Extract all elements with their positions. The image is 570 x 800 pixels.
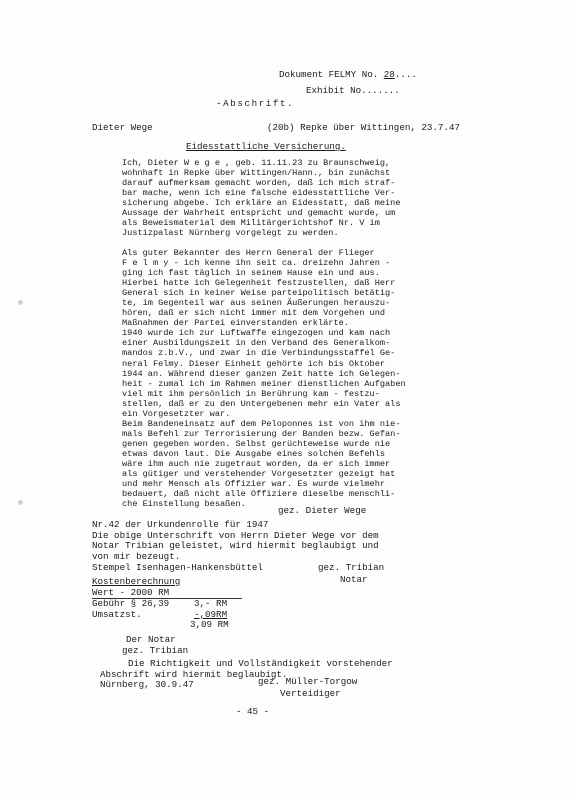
text-line: Maßnahmen der Partei einverstanden erklärte. <box>122 318 349 329</box>
text-line: bar mache, wenn ich eine falsche eidesstattliche Ver- <box>122 188 396 199</box>
punch-hole <box>18 500 23 505</box>
cost-umsatz-label: Umsatzst. <box>92 609 142 620</box>
cost-total: 3,09 RM <box>190 619 229 630</box>
der-notar: Der Notar <box>126 634 176 645</box>
text-line: als gütiger und verstehender Vorgesetzter gezeigt hat <box>122 469 396 480</box>
text-line: ein Vorgesetzter war. <box>122 408 231 419</box>
text-line: hören, daß er sich nicht immer mit dem Vorgehen und <box>122 308 386 319</box>
signature-dieter-wege: gez. Dieter Wege <box>278 505 367 516</box>
notar-title: Notar <box>340 574 368 585</box>
text-line: F e l m y - ich kenne ihn seit ca. dreizehn Jahren - <box>122 258 391 269</box>
text-line: Beim Bandeneinsatz auf dem Peloponnes ist von ihm nie- <box>122 418 401 429</box>
kostenberechnung-heading: Kostenberechnung <box>92 576 181 587</box>
document-title: Eidesstattliche Versicherung. <box>186 141 346 152</box>
place-date: (20b) Repke über Wittingen, 23.7.47 <box>267 122 460 133</box>
stempel-line: Stempel Isenhagen-Hankensbüttel <box>92 562 263 573</box>
text-line: von mir bezeugt. <box>92 550 181 562</box>
text-line: heit - zumal ich im Rahmen meiner dienstlichen Aufgaben <box>122 378 406 389</box>
text-line: te, im Gegenteil war aus seinen Äußerungen herauszu- <box>122 298 391 309</box>
abschrift-heading: -Abschrift. <box>216 98 295 109</box>
text-line: viel mit ihm persönlich in Berührung kam - festzu- <box>122 388 380 399</box>
text-line: mandos z.b.V., und zwar in die Verbindungsstaffel Ge- <box>122 348 396 359</box>
defender-title: Verteidiger <box>280 688 341 699</box>
text-line: etwas davon laut. Die Ausgabe eines solchen Befehls <box>122 448 386 459</box>
text-line: stellen, daß er zu den Untergebenen mehr ein Vater als <box>122 398 401 409</box>
text-line: ging ich fast täglich in seinem Hause ein und aus. <box>122 268 380 279</box>
text-line: sicherung abgebe. Ich erkläre an Eidesstatt, daß meine <box>122 198 401 209</box>
text-line: bedauert, daß nicht alle Offiziere dieselbe menschli- <box>122 489 396 500</box>
affidavit-paragraph-2 <box>122 248 444 509</box>
cost-umsatz-amount: -,09RM <box>194 609 228 620</box>
dieter-wege-name: Dieter Wege <box>92 122 153 133</box>
notary-block <box>92 520 379 562</box>
text-line: neral Felmy. Dieser Einheit gehörte ich bis Oktober <box>122 358 386 369</box>
cost-gebuehr-amount: 3,- RM <box>194 598 228 609</box>
cost-gebuehr-label: Gebühr § 26,39 <box>92 598 170 609</box>
affidavit-paragraph-1 <box>122 158 444 238</box>
text-line: Ich, Dieter W e g e , geb. 11.11.23 zu Braunschweig, <box>122 158 391 168</box>
text-line: 1944 an. Während dieser ganzen Zeit hatte ich Gelegen- <box>122 368 401 379</box>
defender-signature: gez. Müller-Torgow <box>258 676 358 687</box>
punch-hole <box>18 300 23 305</box>
text-line: Die Richtigkeit und Vollständigkeit vorstehender <box>128 658 393 669</box>
text-line: Justizpalast Nürnberg vorgelegt zu werden. <box>122 228 339 239</box>
text-line: Notar Tribian geleistet, wird hiermit beglaubigt und <box>92 540 379 552</box>
text-line: Die obige Unterschrift von Herrn Dieter Wege vor dem <box>92 529 379 541</box>
text-line: Hierbei hatte ich Gelegenheit festzustellen, daß Herr <box>122 278 396 289</box>
text-line: darauf aufmerksam gemacht worden, daß ich mich straf- <box>122 178 396 189</box>
text-line: wohnhaft in Repke über Wittingen/Hann., bin zunächst <box>122 168 391 179</box>
exhibit-line: Exhibit No....... <box>306 85 400 96</box>
text-line: wäre ihm auch nie zugetraut worden, da er sich immer <box>122 458 391 469</box>
gez-tribian-2: gez. Tribian <box>122 645 189 656</box>
text-line: che Einstellung besaßen. <box>122 499 246 510</box>
text-line: einer Ausbildungszeit in den Verband des Generalkom- <box>122 338 391 349</box>
city-date: Nürnberg, 30.9.47 <box>100 679 194 690</box>
text-line: Als guter Bekannter des Herrn General der Flieger <box>122 248 375 258</box>
dokument-dots: .... <box>394 69 417 80</box>
text-line: und mehr Mensch als Offizier war. Es wurde vielmehr <box>122 479 386 490</box>
dokument-label: Dokument FELMY No. <box>279 69 379 80</box>
text-line: Aussage der Wahrheit entspricht und gemacht wurde, um <box>122 208 396 219</box>
text-line: mals Befehl zur Terrorisierung der Banden bezw. Gefan- <box>122 428 401 439</box>
text-line: Abschrift wird hiermit beglaubigt. <box>100 668 288 680</box>
dokument-line <box>279 70 417 81</box>
text-line: Nr.42 der Urkundenrolle für 1947 <box>92 519 269 530</box>
text-line: 1940 wurde ich zur Luftwaffe eingezogen und kam nach <box>122 328 391 339</box>
cost-wert: Wert - 2000 RM <box>92 587 170 598</box>
page-number: - 45 - <box>236 706 270 717</box>
text-line: genen gegeben worden. Selbst gerüchteweise wurde nie <box>122 438 391 449</box>
text-line: als Beweismaterial dem Militärgerichtshof Nr. V im <box>122 218 380 229</box>
text-line: General sich in keiner Weise parteipolitisch betätig- <box>122 288 396 299</box>
gez-tribian: gez. Tribian <box>318 562 385 573</box>
dokument-number: 28 <box>383 69 395 80</box>
